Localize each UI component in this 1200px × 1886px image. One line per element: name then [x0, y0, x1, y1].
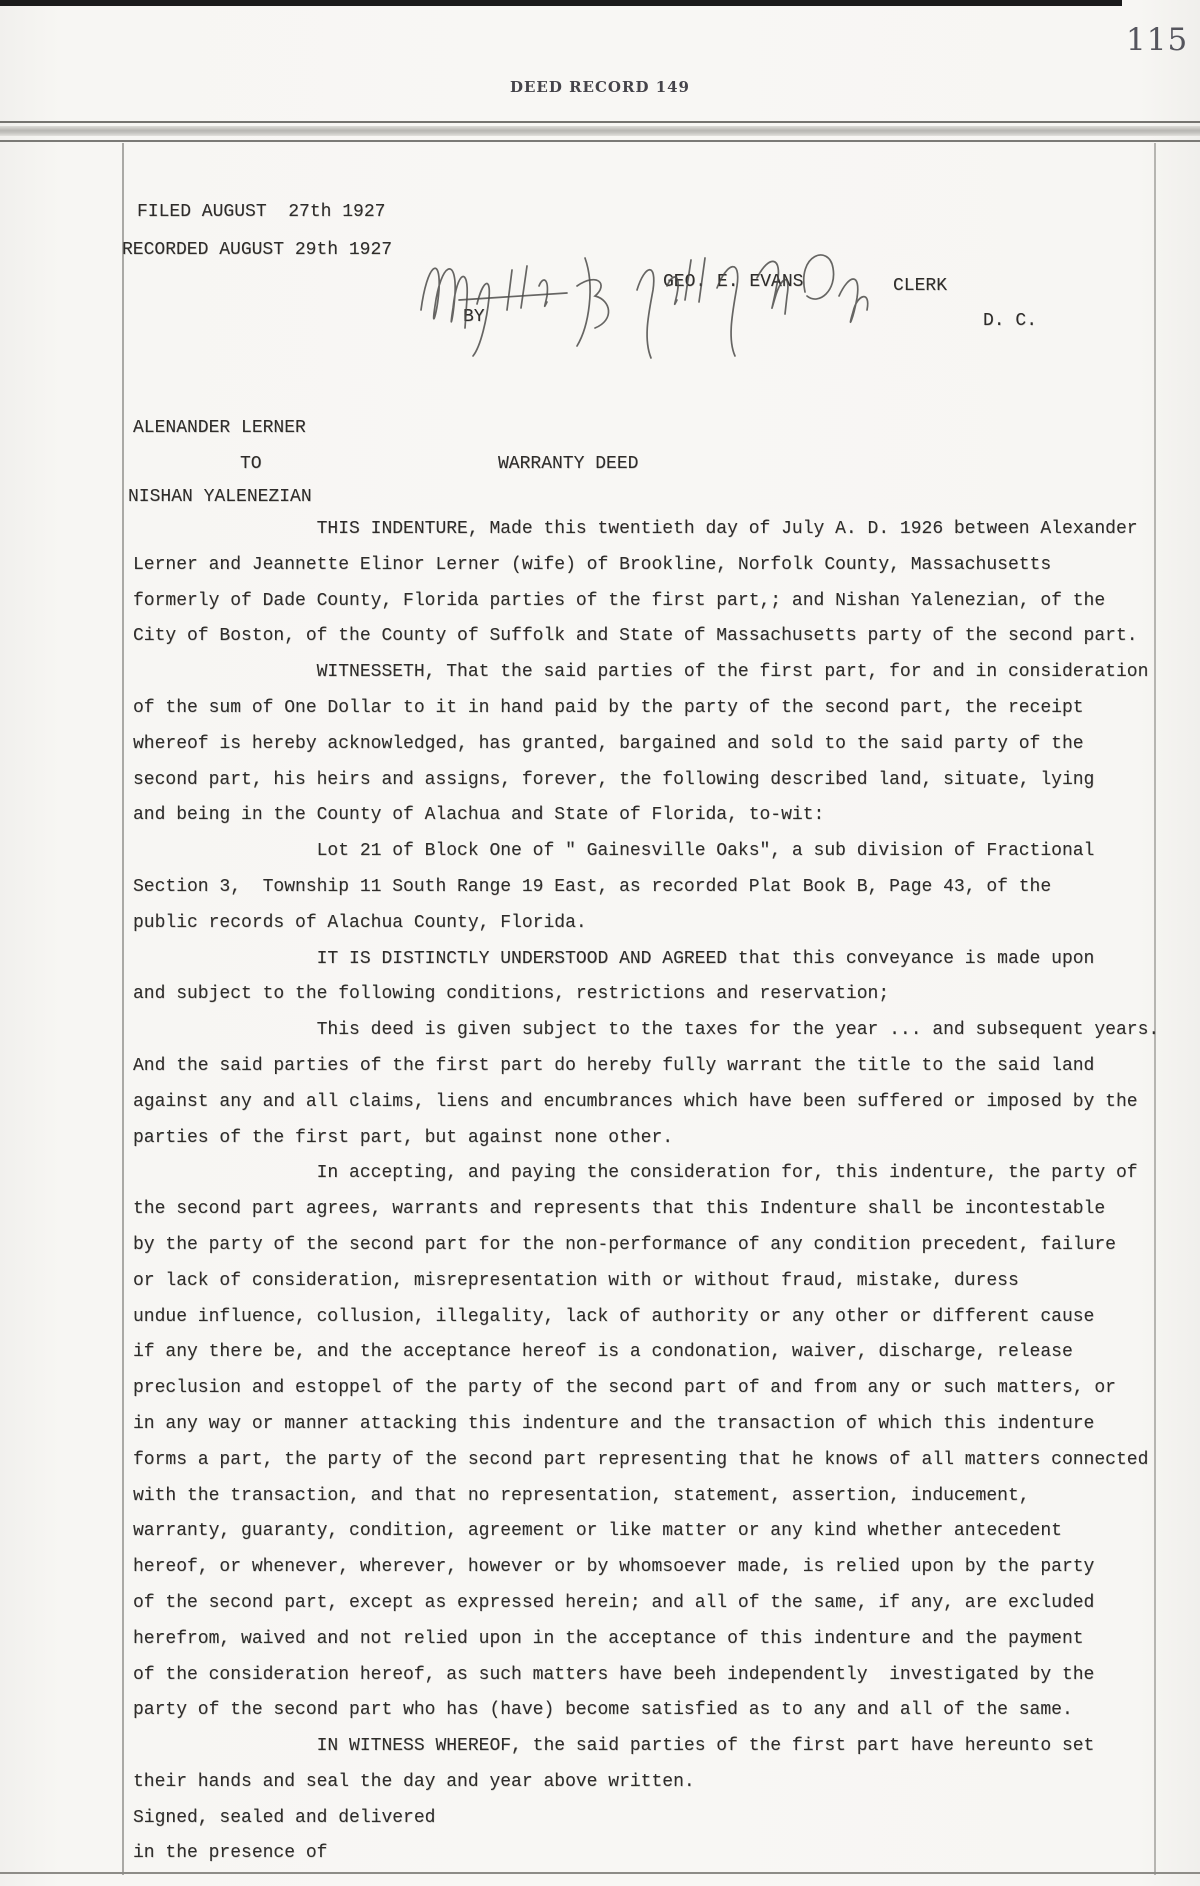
- document-line: or lack of consideration, misrepresentation with or without fraud, mistake, duress: [133, 1270, 1019, 1291]
- document-line: of the second part, except as expressed herein; and all of the same, if any, are excluded: [133, 1592, 1095, 1613]
- deputy-clerk-initials: D. C.: [983, 311, 1038, 331]
- document-line: In accepting, and paying the consideration for, this indenture, the party of: [133, 1163, 1138, 1184]
- page-number: 115: [1126, 22, 1189, 58]
- clerk-name: GEO. E. EVANS: [663, 272, 804, 292]
- clerk-title: CLERK: [893, 276, 948, 296]
- filed-date-line: FILED AUGUST 27th 1927: [137, 202, 386, 222]
- document-line: against any and all claims, liens and encumbrances which have been suffered or imposed by the: [133, 1091, 1138, 1112]
- document-line: formerly of Dade County, Florida parties of the first part,; and Nishan Yalenezian, of the: [133, 590, 1106, 611]
- document-line: of the sum of One Dollar to it in hand paid by the party of the second part, the receipt: [133, 697, 1084, 718]
- document-line: THIS INDENTURE, Made this twentieth day of July A. D. 1926 between Alexander: [133, 519, 1138, 539]
- deed-body: [133, 512, 1193, 1872]
- double-rule-band: [0, 126, 1200, 136]
- grantee-name: NISHAN YALENEZIAN: [128, 487, 312, 507]
- by-label: BY: [463, 307, 485, 327]
- document-line: hereof, or whenever, wherever, however or by whomsoever made, is relied upon by the party: [133, 1557, 1095, 1578]
- document-line: Section 3, Township 11 South Range 19 East, as recorded Plat Book B, Page 43, of the: [133, 876, 1052, 897]
- document-line: second part, his heirs and assigns, forever, the following described land, situate, lying: [133, 769, 1095, 790]
- document-line: Signed, sealed and delivered: [133, 1807, 436, 1828]
- document-line: of the consideration hereof, as such matters have beeh independently investigated by the: [133, 1664, 1095, 1685]
- document-line: party of the second part who has (have) become satisfied as to any and all of the same.: [133, 1700, 1073, 1721]
- document-line: and being in the County of Alachua and State of Florida, to-wit:: [133, 805, 825, 826]
- document-line: warranty, guaranty, condition, agreement or like matter or any kind whether antecedent: [133, 1521, 1062, 1542]
- document-line: by the party of the second part for the non-performance of any condition precedent, failure: [133, 1234, 1116, 1255]
- document-line: herefrom, waived and not relied upon in the acceptance of this indenture and the payment: [133, 1628, 1084, 1649]
- to-label: TO: [240, 454, 262, 474]
- document-line: WITNESSETH, That the said parties of the first part, for and in consideration: [133, 662, 1149, 683]
- document-line: their hands and seal the day and year above written.: [133, 1771, 695, 1792]
- document-line: IN WITNESS WHEREOF, the said parties of the first part have hereunto set: [133, 1736, 1095, 1757]
- document-line: the second part agrees, warrants and represents that this Indenture shall be incontestable: [133, 1199, 1106, 1220]
- document-line: in the presence of: [133, 1843, 328, 1864]
- document-line: forms a part, the party of the second part representing that he knows of all matters connected: [133, 1449, 1149, 1470]
- instrument-title: WARRANTY DEED: [498, 454, 639, 474]
- document-line: and subject to the following conditions, restrictions and reservation;: [133, 984, 890, 1005]
- document-line: And the said parties of the first part do hereby fully warrant the title to the said land: [133, 1055, 1095, 1076]
- document-line: whereof is hereby acknowledged, has granted, bargained and sold to the said party of the: [133, 733, 1084, 754]
- header-title: DEED RECORD 149: [509, 78, 690, 96]
- document-line: Lerner and Jeannette Elinor Lerner (wife) of Brookline, Norfolk County, Massachusetts: [133, 554, 1052, 575]
- document-line: This deed is given subject to the taxes for the year ... and subsequent years.: [133, 1020, 1160, 1041]
- double-rule-bottom-line: [0, 140, 1200, 142]
- document-line: undue influence, collusion, illegality, lack of authority or any other or different cause: [133, 1306, 1095, 1327]
- document-line: in any way or manner attacking this indenture and the transaction of which this indenture: [133, 1413, 1095, 1434]
- document-line: with the transaction, and that no representation, statement, assertion, inducement,: [133, 1485, 1030, 1506]
- left-margin-rule: [122, 143, 124, 1875]
- bottom-page-rule: [0, 1872, 1200, 1874]
- double-rule-top-line: [0, 121, 1200, 123]
- document-line: public records of Alachua County, Florida.: [133, 912, 587, 933]
- document-line: preclusion and estoppel of the party of the second part of and from any or such matters, or: [133, 1378, 1116, 1399]
- document-line: parties of the first part, but against none other.: [133, 1127, 674, 1148]
- document-line: IT IS DISTINCTLY UNDERSTOOD AND AGREED that this conveyance is made upon: [133, 948, 1095, 969]
- recorded-date-line: RECORDED AUGUST 29th 1927: [122, 240, 393, 260]
- document-line: Lot 21 of Block One of " Gainesville Oaks", a sub division of Fractional: [133, 841, 1095, 862]
- clerk-signature: [415, 246, 885, 364]
- document-line: if any there be, and the acceptance hereof is a condonation, waiver, discharge, release: [133, 1342, 1073, 1363]
- scan-edge-bar: [0, 0, 1122, 6]
- grantor-name: ALENANDER LERNER: [133, 418, 306, 438]
- document-line: City of Boston, of the County of Suffolk and State of Massachusetts party of the second part.: [133, 626, 1138, 647]
